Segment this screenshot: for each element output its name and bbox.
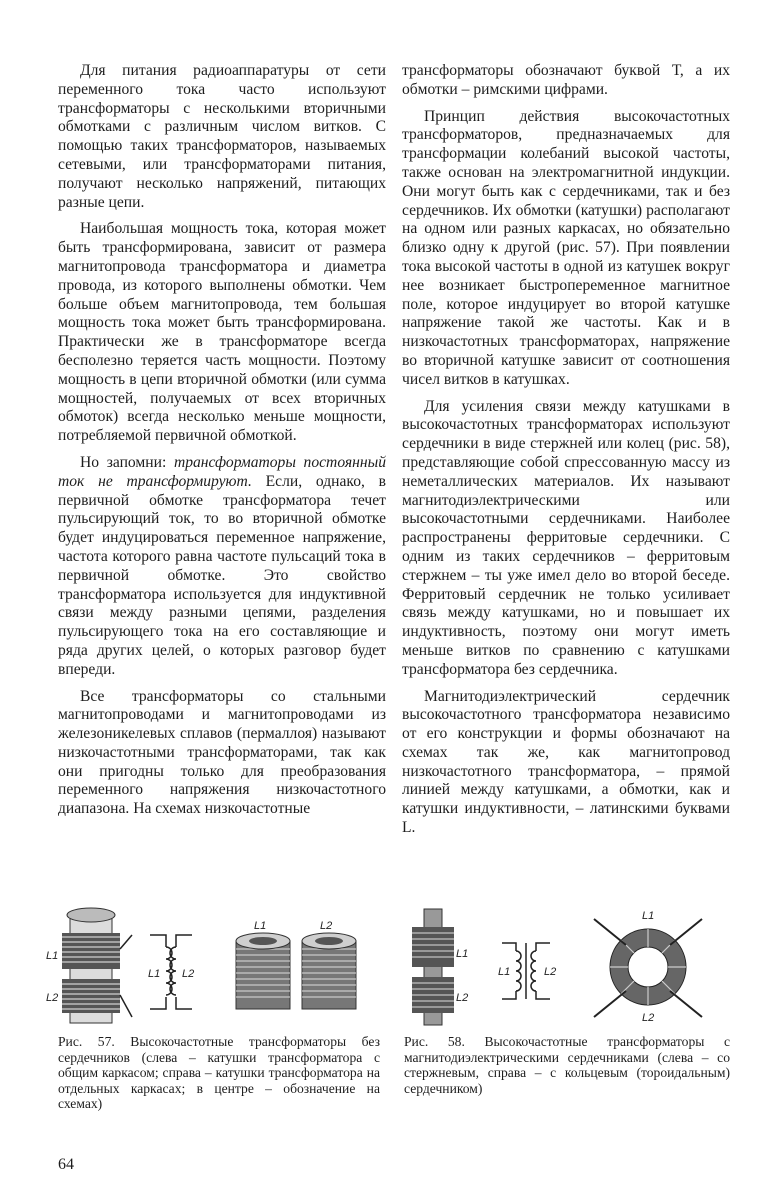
toroidal-core-coil	[594, 919, 702, 1017]
label-l1: L1	[498, 966, 511, 978]
label-l1: L1	[456, 948, 469, 960]
paragraph: Все трансформаторы со стальными магнитопроводами и магнитопроводами из железоникелевых сплавов (пермаллоя) называют низкочастотными трансформаторами, так как они пригодны только для преобразования переменного напряжения низкочастотного диапазона. На схемах низкочастотные	[58, 687, 386, 818]
paragraph: Наибольшая мощность тока, которая может быть трансформирована, зависит от размера магнитопровода трансформатора и диаметра провода, из которого выполнены обмотки. Чем больше объем магнитопровода, тем большая мощность тока может быть трансформирована. Практически же в трансформаторе всегда бесполезно теряется часть мощности. Поэтому мощность в цепи вторичной обмотки (или сумма мощностей, получаемых от всех вторичных обмоток) всегда несколько меньше мощности, потребляемой первичной обмоткой.	[58, 220, 386, 445]
left-column	[58, 62, 386, 827]
paragraph: трансформаторы обозначают буквой Т, а их обмотки – римскими цифрами.	[402, 62, 730, 98]
common-former-coil	[62, 908, 132, 1023]
label-l1: L1	[254, 920, 267, 932]
figure-57-caption: Рис. 57. Высокочастотные трансформаторы без сердечников (слева – катушки трансформатора с общим каркасом; справа – катушки трансформатора на отдельных каркасах; в центре – обозначение на схемах)	[58, 1034, 380, 1112]
label-l2: L2	[456, 992, 469, 1004]
figure-57-illustration	[40, 905, 370, 1027]
label-l2: L2	[182, 968, 195, 980]
figure-58-illustration	[404, 905, 744, 1027]
paragraph	[58, 454, 386, 680]
paragraph: Для усиления связи между катушками в высокочастотных трансформаторах используют сердечники в виде стержней или колец (рис. 58), представляющие собой спрессованную массу из неметаллических материалов. Их называют магнитодиэлектрическими или высокочастотными сердечниками. Наиболее распространены ферритовые сердечники. С одним из таких сердечников – ферритовым стержнем – ты уже имел дело во второй беседе. Ферритовый сердечник не только усиливает связь между катушками, но и повышает их индуктивность, поэтому они могут иметь меньше витков по сравнению с катушками трансформатора без сердечника.	[402, 397, 730, 678]
paragraph: Принцип действия высокочастотных трансформаторов, предназначаемых для трансформации колебаний высокой частоты, также основан на электромагнитной индукции. Они могут быть как с сердечниками, так и без сердечников. Их обмотки (катушки) располагают на одном или разных каркасах, но обязательно близко одну к другой (рис. 57). При появлении тока высокой частоты в одной из катушек вокруг нее возникает быстропеременное магнитное поле, которое индуцирует во второй катушке напряжение такой же частоты. Как и в низкочастотных трансформаторах, напряжение во вторичной катушке зависит от соотношения чисел витков в катушках.	[402, 107, 730, 388]
figure-58-caption: Рис. 58. Высокочастотные трансформаторы с магнитодиэлектрическими сердечниками (слева – со стержневым, справа – с кольцевым (тороидальным) сердечником)	[404, 1034, 730, 1096]
label-l1: L1	[46, 950, 59, 962]
label-l2: L2	[642, 1012, 655, 1024]
paragraph: Для питания радиоаппаратуры от сети переменного тока часто используют трансформаторы с несколькими вторичными обмотками с различным числом витков. С помощью таких трансформаторов, называемых сетевыми, или трансформаторами питания, получают несколько напряжений, питающих разные цепи.	[58, 62, 386, 211]
label-l1: L1	[642, 910, 655, 922]
label-l2: L2	[544, 966, 557, 978]
page-number: 64	[58, 1156, 74, 1173]
separate-former-coil-2	[302, 933, 356, 1009]
label-l2: L2	[320, 920, 333, 932]
paragraph-lead: Но запомни:	[80, 453, 174, 471]
right-column	[402, 62, 730, 846]
paragraph: Магнитодиэлектрический сердечник высокочастотного трансформатора независимо от его конструкции и формы обозначают на схемах так же, как магнитопровод низкочастотного трансформатора, – прямой линией между катушками, а обмотки, как и катушки индуктивности, – латинскими буквами L.	[402, 687, 730, 837]
italic-statement: трансформаторы постоянный ток не трансформируют.	[58, 453, 386, 490]
separate-former-coil-1	[236, 933, 290, 1009]
paragraph-rest: Если, однако, в первичной обмотке трансформатора течет пульсирующий ток, то во вторичной обмотке будет индуцироваться переменное напряжение, частота которого равна частоте пульсаций тока в первичной обмотке. Это свойство трансформатора используется для индуктивной связи между разными цепями, разделения пульсирующего тока на его составляющие и ряда других целей, о которых разговор будет впереди.	[58, 472, 386, 678]
rod-core-coil	[412, 909, 454, 1025]
label-l1: L1	[148, 968, 161, 980]
label-l2: L2	[46, 992, 59, 1004]
